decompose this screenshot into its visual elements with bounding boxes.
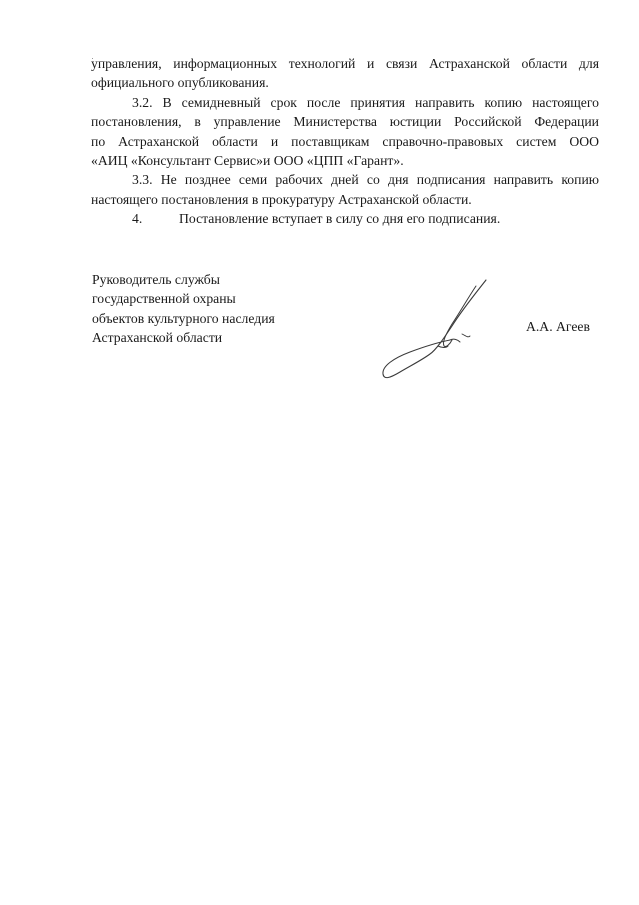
item-4-number: 4. <box>132 211 143 227</box>
item-4-text: Постановление вступает в силу со дня его подписания. <box>179 211 501 227</box>
handwritten-signature <box>380 276 490 384</box>
paragraph-3-3-line-1: 3.3. Не позднее семи рабочих дней со дня подписания направить копию <box>132 172 599 188</box>
paragraph-3-2-line-2: постановления, в управление Министерства юстиции Российской Федерации <box>91 114 599 130</box>
signatory-title-line-2: государственной охраны <box>92 291 236 307</box>
paragraph-1-line-2: официального опубликования. <box>91 75 269 91</box>
body-text <box>91 54 599 229</box>
signatory-title-line-4: Астраханской области <box>92 329 223 345</box>
item-4 <box>91 209 599 228</box>
paragraph-3-3-line-2: настоящего постановления в прокуратуру Астраханской области. <box>91 191 472 207</box>
signatory-title <box>92 270 352 347</box>
paragraph-3-2-line-1: 3.2. В семидневный срок после принятия направить копию настоящего <box>132 94 599 110</box>
signer-name: А.А. Агеев <box>526 319 590 334</box>
signatory-title-line-1: Руководитель службы <box>92 272 220 287</box>
paragraph-3-2-line-4: «АИЦ «Консультант Сервис»и ООО «ЦПП «Гарант». <box>91 152 404 168</box>
paragraph-1-line-1: управления, информационных технологий и связи Астраханской области для <box>91 56 599 71</box>
paragraph-3-2-line-3: по Астраханской области и поставщикам справочно-правовых систем ООО <box>91 133 599 149</box>
signatory-title-line-3: объектов культурного наследия <box>92 310 275 326</box>
